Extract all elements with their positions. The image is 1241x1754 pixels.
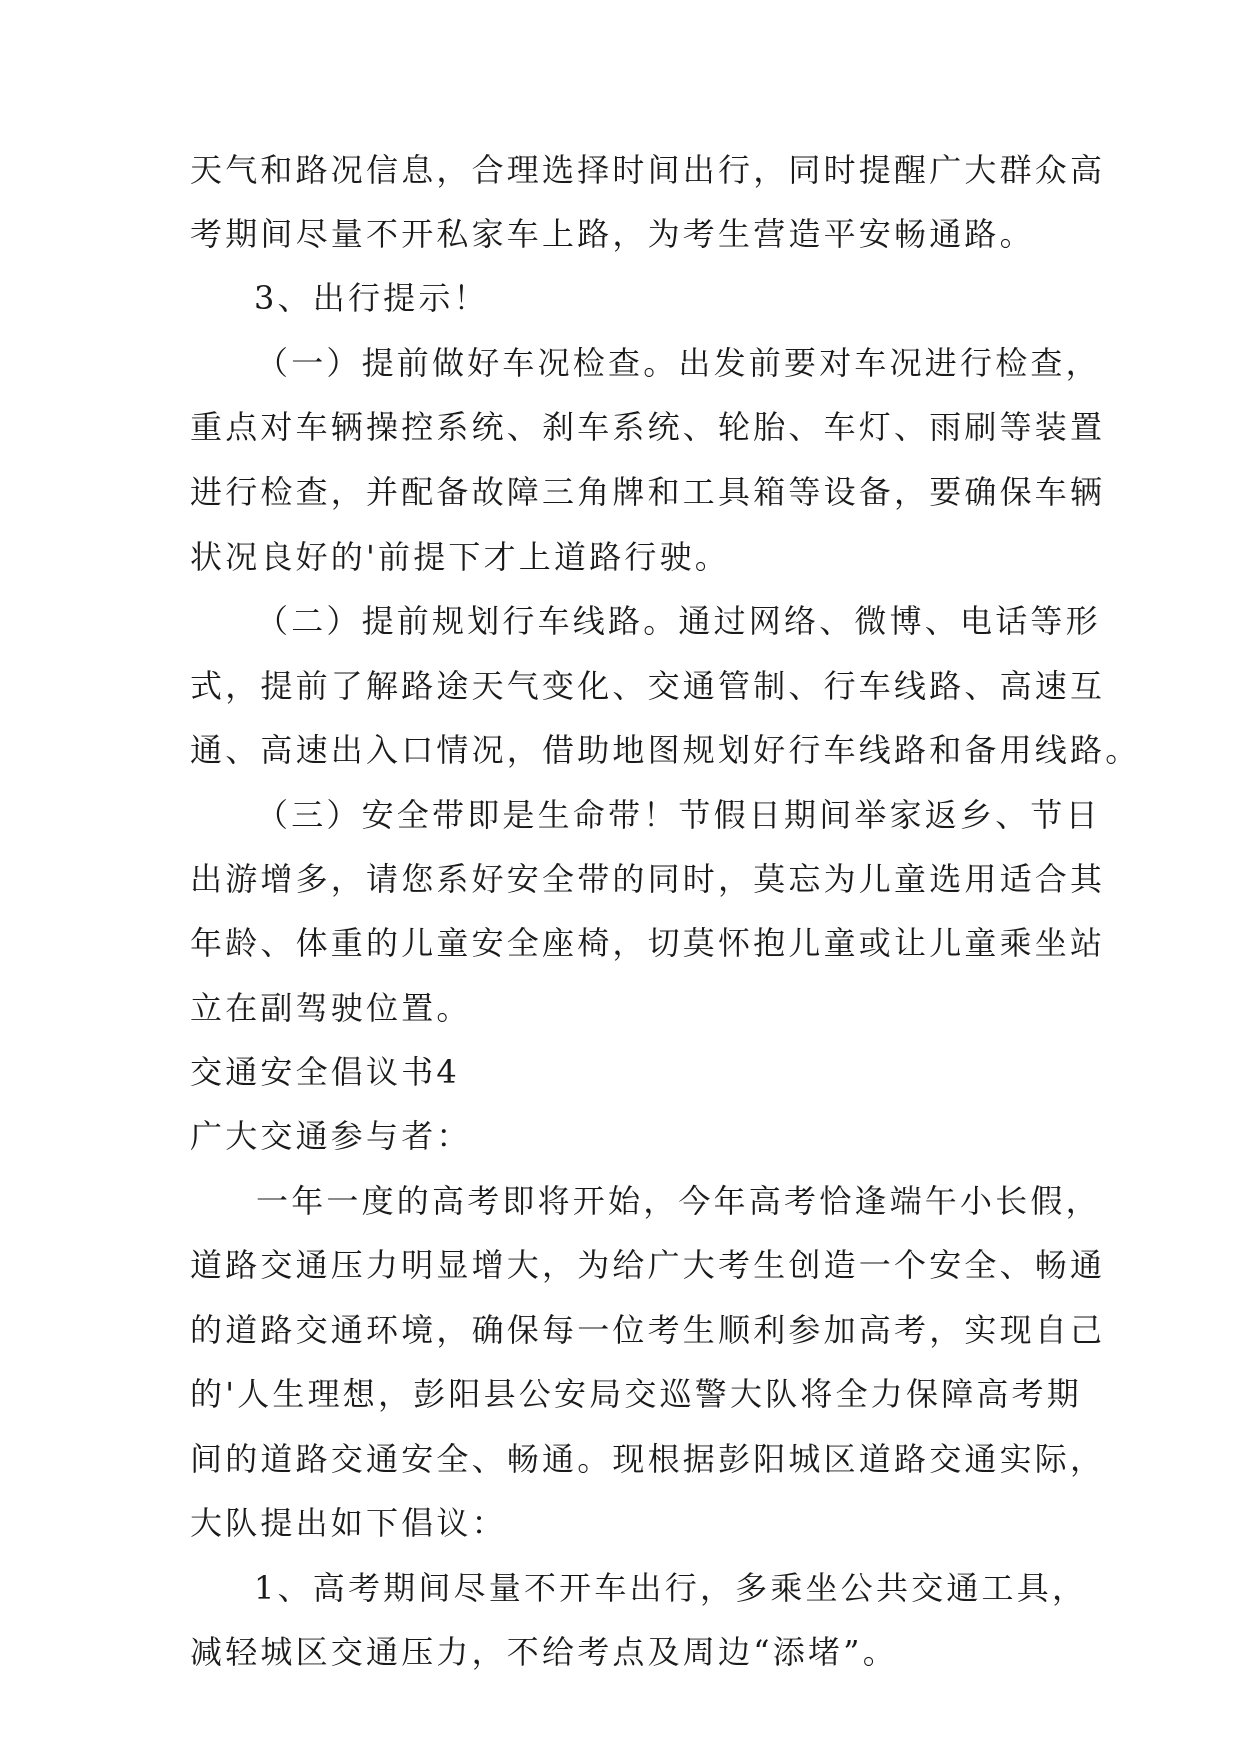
body-line: 的'人生理想，彭阳县公安局交巡警大队将全力保障高考期 xyxy=(190,1375,1082,1413)
body-line: （一）提前做好车况检查。出发前要对车况进行检查， xyxy=(256,344,1101,382)
body-line: 间的道路交通安全、畅通。现根据彭阳城区道路交通实际， xyxy=(190,1440,1106,1478)
body-line: 1、高考期间尽量不开车出行，多乘坐公共交通工具， xyxy=(254,1569,1088,1607)
body-line: 重点对车辆操控系统、刹车系统、轮胎、车灯、雨刷等装置 xyxy=(190,408,1106,446)
body-line: 年龄、体重的儿童安全座椅，切莫怀抱儿童或让儿童乘坐站 xyxy=(190,924,1106,962)
document-title: 交通安全倡议书4 xyxy=(190,1053,460,1091)
body-line: 立在副驾驶位置。 xyxy=(190,989,472,1027)
body-line: 减轻城区交通压力，不给考点及周边“添堵”。 xyxy=(190,1633,898,1671)
body-line: 天气和路况信息，合理选择时间出行，同时提醒广大群众高 xyxy=(190,151,1106,189)
body-line: 状况良好的'前提下才上道路行驶。 xyxy=(190,538,730,576)
body-line: 大队提出如下倡议： xyxy=(190,1504,507,1542)
body-line: 考期间尽量不开私家车上路，为考生营造平安畅通路。 xyxy=(190,215,1035,253)
body-line: （三）安全带即是生命带！节假日期间举家返乡、节日 xyxy=(256,796,1101,834)
body-line: 式，提前了解路途天气变化、交通管制、行车线路、高速互 xyxy=(190,667,1106,705)
body-line: 一年一度的高考即将开始，今年高考恰逢端午小长假， xyxy=(256,1182,1101,1220)
body-line: 出游增多，请您系好安全带的同时，莫忘为儿童选用适合其 xyxy=(190,860,1106,898)
body-line: 通、高速出入口情况，借助地图规划好行车线路和备用线路。 xyxy=(190,731,1141,769)
salutation: 广大交通参与者： xyxy=(190,1117,472,1155)
section-heading: 3、出行提示！ xyxy=(254,279,489,317)
body-line: 的道路交通环境，确保每一位考生顺利参加高考，实现自己 xyxy=(190,1311,1106,1349)
body-line: （二）提前规划行车线路。通过网络、微博、电话等形 xyxy=(256,602,1101,640)
body-line: 进行检查，并配备故障三角牌和工具箱等设备，要确保车辆 xyxy=(190,473,1106,511)
body-line: 道路交通压力明显增大，为给广大考生创造一个安全、畅通 xyxy=(190,1246,1106,1284)
